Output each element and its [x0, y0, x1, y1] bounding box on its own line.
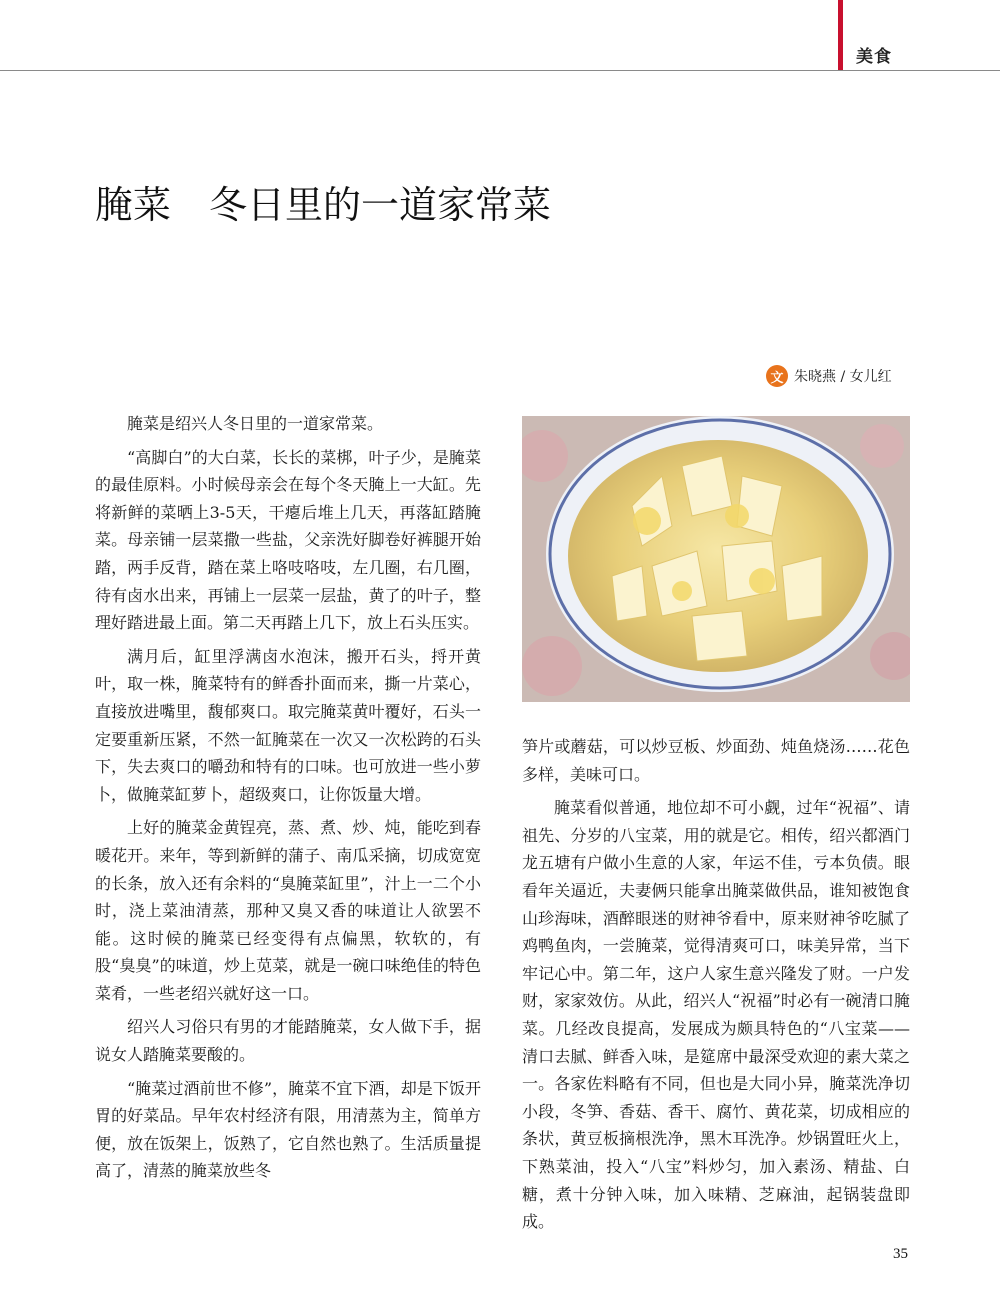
paragraph: 绍兴人习俗只有男的才能踏腌菜，女人做下手，据说女人踏腌菜要酸的。 [95, 1017, 481, 1065]
paragraph: 腌菜是绍兴人冬日里的一道家常菜。 [127, 414, 384, 433]
paragraph: “高脚白”的大白菜，长长的菜梆，叶子少，是腌菜的最佳原料。小时候母亲会在每个冬天腌上一大缸。先将新鲜的菜晒上3-5天，干瘪后堆上几天，再落缸踏腌菜。母亲铺一层菜撒一些盐，父亲洗好脚卷好裤腿开始踏，两手反背，踏在菜上咯吱咯吱，左几圈，右几圈，待有卤水出来，再铺上一层菜一层盐，黄了的叶子，整理好踏进最上面。第二天再踏上几下，放上石头压实。 [95, 447, 481, 633]
article-title: 腌菜 冬日里的一道家常菜 [95, 183, 552, 227]
byline-author: 朱晓燕 / 女儿红 [794, 369, 892, 385]
byline-badge: 文 [766, 365, 788, 387]
right-column [522, 733, 910, 1242]
paragraph: “腌菜过酒前世不修”，腌菜不宜下酒，却是下饭开胃的好菜品。早年农村经济有限，用清蒸为主，简单方便，放在饭架上，饭熟了，它自然也熟了。生活质量提高了，清蒸的腌菜放些冬 [95, 1078, 481, 1181]
food-photo [522, 416, 910, 702]
paragraph: 上好的腌菜金黄锃亮，蒸、煮、炒、炖，能吃到春暖花开。来年，等到新鲜的蒲子、南瓜采摘，切成宽宽的长条，放入还有余料的“臭腌菜缸里”，汁上一二个小时，浇上菜油清蒸，那种又臭又香的味道让人欲罢不能。这时候的腌菜已经变得有点偏黑，软软的，有股“臭臭”的味道，炒上苋菜，就是一碗口味绝佳的特色菜肴，一些老绍兴就好这一口。 [95, 818, 481, 1003]
section-label: 美食 [856, 47, 892, 67]
paragraph: 腌菜看似普通，地位却不可小觑，过年“祝福”、请祖先、分岁的八宝菜，用的就是它。相传，绍兴都酒门龙五塘有户做小生意的人家，年运不佳，亏本负债。眼看年关逼近，夫妻俩只能拿出腌菜做供品，谁知被饱食山珍海味，酒醉眼迷的财神爷看中，原来财神爷吃腻了鸡鸭鱼肉，一尝腌菜，觉得清爽可口，味美异常，当下牢记心中。第二年，这户人家生意兴隆发了财。一户发财，家家效仿。从此，绍兴人“祝福”时必有一碗清口腌菜。几经改良提高，发展成为颇具特色的“八宝菜——清口去腻、鲜香入味，是筵席中最深受欢迎的素大菜之一。各家佐料略有不同，但也是大同小异，腌菜洗净切小段，冬笋、香菇、香干、腐竹、黄花菜，切成相应的条状，黄豆板摘根洗净，黑木耳洗净。炒锅置旺火上，下熟菜油，投入“八宝”料炒匀，加入素汤、精盐、白糖，煮十分钟入味，加入味精、芝麻油，起锅装盘即成。 [522, 798, 910, 1232]
header-rule [0, 70, 1000, 71]
paragraph: 满月后，缸里浮满卤水泡沫，搬开石头，捋开黄叶，取一株，腌菜特有的鲜香扑面而来，撕一片菜心，直接放进嘴里，馥郁爽口。取完腌菜黄叶覆好，石头一定要重新压紧，不然一缸腌菜在一次又一次松跨的石头下，失去爽口的嚼劲和特有的口味。也可放进一些小萝卜，做腌菜缸萝卜，超级爽口，让你饭量大增。 [95, 646, 481, 804]
paragraph-continuation: 笋片或蘑菇，可以炒豆板、炒面劲、炖鱼烧汤……花色多样，美味可口。 [522, 737, 910, 784]
left-column [95, 410, 481, 1191]
section-accent-bar [838, 0, 843, 70]
byline [766, 364, 892, 388]
pickled-cabbage-bowl-image [522, 416, 910, 702]
page-number: 35 [893, 1246, 908, 1262]
